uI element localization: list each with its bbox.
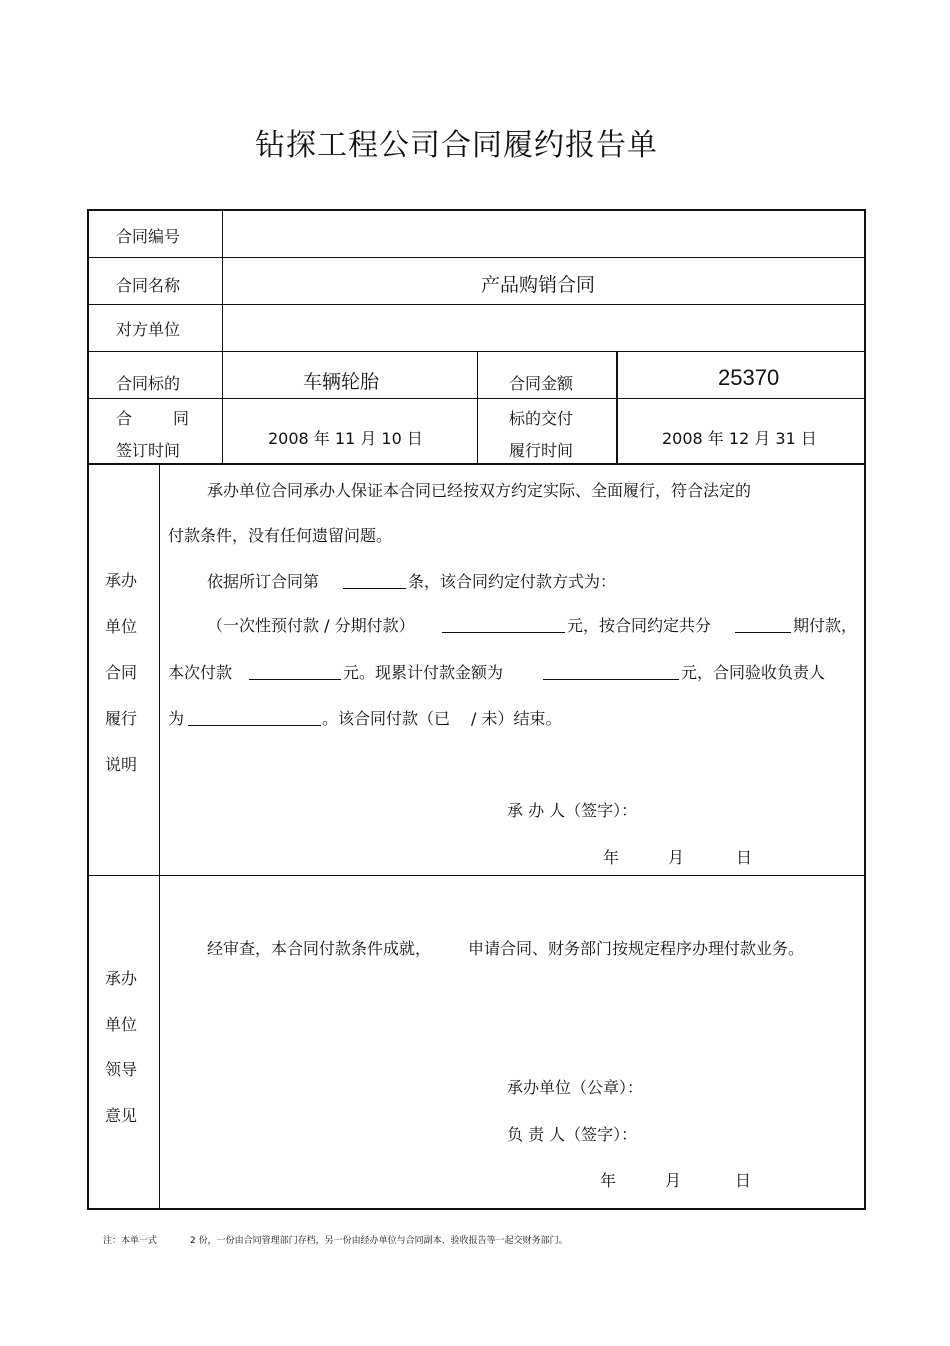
leadership-opinion-text: 经审查，本合同付款条件成就， bbox=[207, 939, 432, 958]
unit-seal-label: 承办单位（公章）： bbox=[507, 1078, 644, 1097]
cumulative-text: 元。现累计付款金额为 bbox=[343, 663, 504, 682]
col-divider bbox=[616, 351, 618, 463]
contract-name-label: 合同名称 bbox=[116, 276, 181, 295]
performance-date-day: 日 bbox=[736, 848, 753, 867]
payment-status-text: / 未）结束。 bbox=[471, 709, 562, 728]
guarantee-text-line-1: 承办单位合同承办人保证本合同已经按双方约定实际、全面履行，符合法定的 bbox=[207, 481, 752, 500]
responsible-signature-label: 负 责 人（签字）： bbox=[507, 1125, 638, 1144]
leadership-date-year: 年 bbox=[600, 1171, 617, 1190]
sign-label-char-2: 同 bbox=[173, 409, 190, 428]
section-divider bbox=[87, 875, 866, 876]
performance-side-label: 合同 bbox=[105, 663, 138, 682]
delivery-label-line-1: 标的交付 bbox=[509, 409, 574, 428]
footnote-text: 2 份，一份由合同管理部门存档，另一份由经办单位与合同副本、验收报告等一起交财务部门。 bbox=[190, 1236, 568, 1246]
performance-side-label: 说明 bbox=[105, 755, 138, 774]
row-divider bbox=[87, 463, 866, 465]
sign-label-char-1: 合 bbox=[116, 409, 133, 428]
amount-value: 25370 bbox=[718, 365, 780, 390]
leadership-side-label: 意见 bbox=[105, 1106, 138, 1125]
sign-date-value: 2008 年 11 月 10 日 bbox=[268, 429, 423, 448]
col-divider bbox=[477, 351, 478, 463]
sign-label-line-2: 签订时间 bbox=[116, 441, 181, 460]
current-payment-text: 本次付款 bbox=[168, 663, 233, 682]
counterparty-label: 对方单位 bbox=[116, 320, 181, 339]
delivery-date-value: 2008 年 12 月 31 日 bbox=[662, 429, 817, 448]
subject-label: 合同标的 bbox=[116, 374, 181, 393]
total-amount-blank[interactable] bbox=[442, 632, 565, 633]
leadership-opinion-text: 申请合同、财务部门按规定程序办理付款业务。 bbox=[468, 939, 805, 958]
performance-side-label: 承办 bbox=[105, 571, 138, 590]
performance-date-year: 年 bbox=[603, 848, 620, 867]
installment-text: 元，按合同约定共分 bbox=[567, 616, 712, 635]
acceptance-person-text: 为 bbox=[168, 709, 185, 728]
current-payment-blank[interactable] bbox=[249, 679, 341, 680]
acceptance-text: 元，合同验收负责人 bbox=[681, 663, 826, 682]
clause-text: 依据所订合同第 bbox=[207, 572, 320, 591]
guarantee-text-line-2: 付款条件，没有任何遗留问题。 bbox=[168, 526, 393, 545]
leadership-side-label: 承办 bbox=[105, 969, 138, 988]
performance-date-month: 月 bbox=[668, 848, 685, 867]
page-title: 钻探工程公司合同履约报告单 bbox=[255, 128, 658, 163]
col-divider bbox=[222, 209, 223, 463]
leadership-date-month: 月 bbox=[665, 1171, 682, 1190]
contract-name-value: 产品购销合同 bbox=[481, 274, 596, 296]
leadership-date-day: 日 bbox=[735, 1171, 752, 1190]
installment-count-blank[interactable] bbox=[735, 632, 791, 633]
row-divider bbox=[87, 304, 866, 305]
installment-text: 期付款， bbox=[793, 616, 858, 635]
delivery-label-line-2: 履行时间 bbox=[509, 441, 574, 460]
clause-text: 条，该合同约定付款方式为： bbox=[408, 572, 617, 591]
acceptance-person-blank[interactable] bbox=[188, 725, 321, 726]
payment-status-text: 。该合同付款（已 bbox=[322, 709, 451, 728]
clause-number-blank[interactable] bbox=[343, 588, 406, 589]
row-divider bbox=[222, 257, 866, 258]
footnote-prefix: 注：本单一式 bbox=[103, 1236, 158, 1246]
row-divider bbox=[87, 257, 222, 258]
handler-signature-label: 承 办 人（签字）： bbox=[507, 801, 638, 820]
leadership-side-label: 领导 bbox=[105, 1060, 138, 1079]
payment-method-text: （一次性预付款 / 分期付款） bbox=[207, 616, 415, 635]
performance-side-label: 履行 bbox=[105, 709, 138, 728]
col-divider bbox=[159, 463, 160, 1210]
cumulative-amount-blank[interactable] bbox=[543, 679, 679, 680]
leadership-side-label: 单位 bbox=[105, 1015, 138, 1034]
subject-value: 车辆轮胎 bbox=[303, 371, 380, 393]
amount-label: 合同金额 bbox=[509, 374, 574, 393]
contract-no-label: 合同编号 bbox=[116, 227, 181, 246]
performance-side-label: 单位 bbox=[105, 617, 138, 636]
